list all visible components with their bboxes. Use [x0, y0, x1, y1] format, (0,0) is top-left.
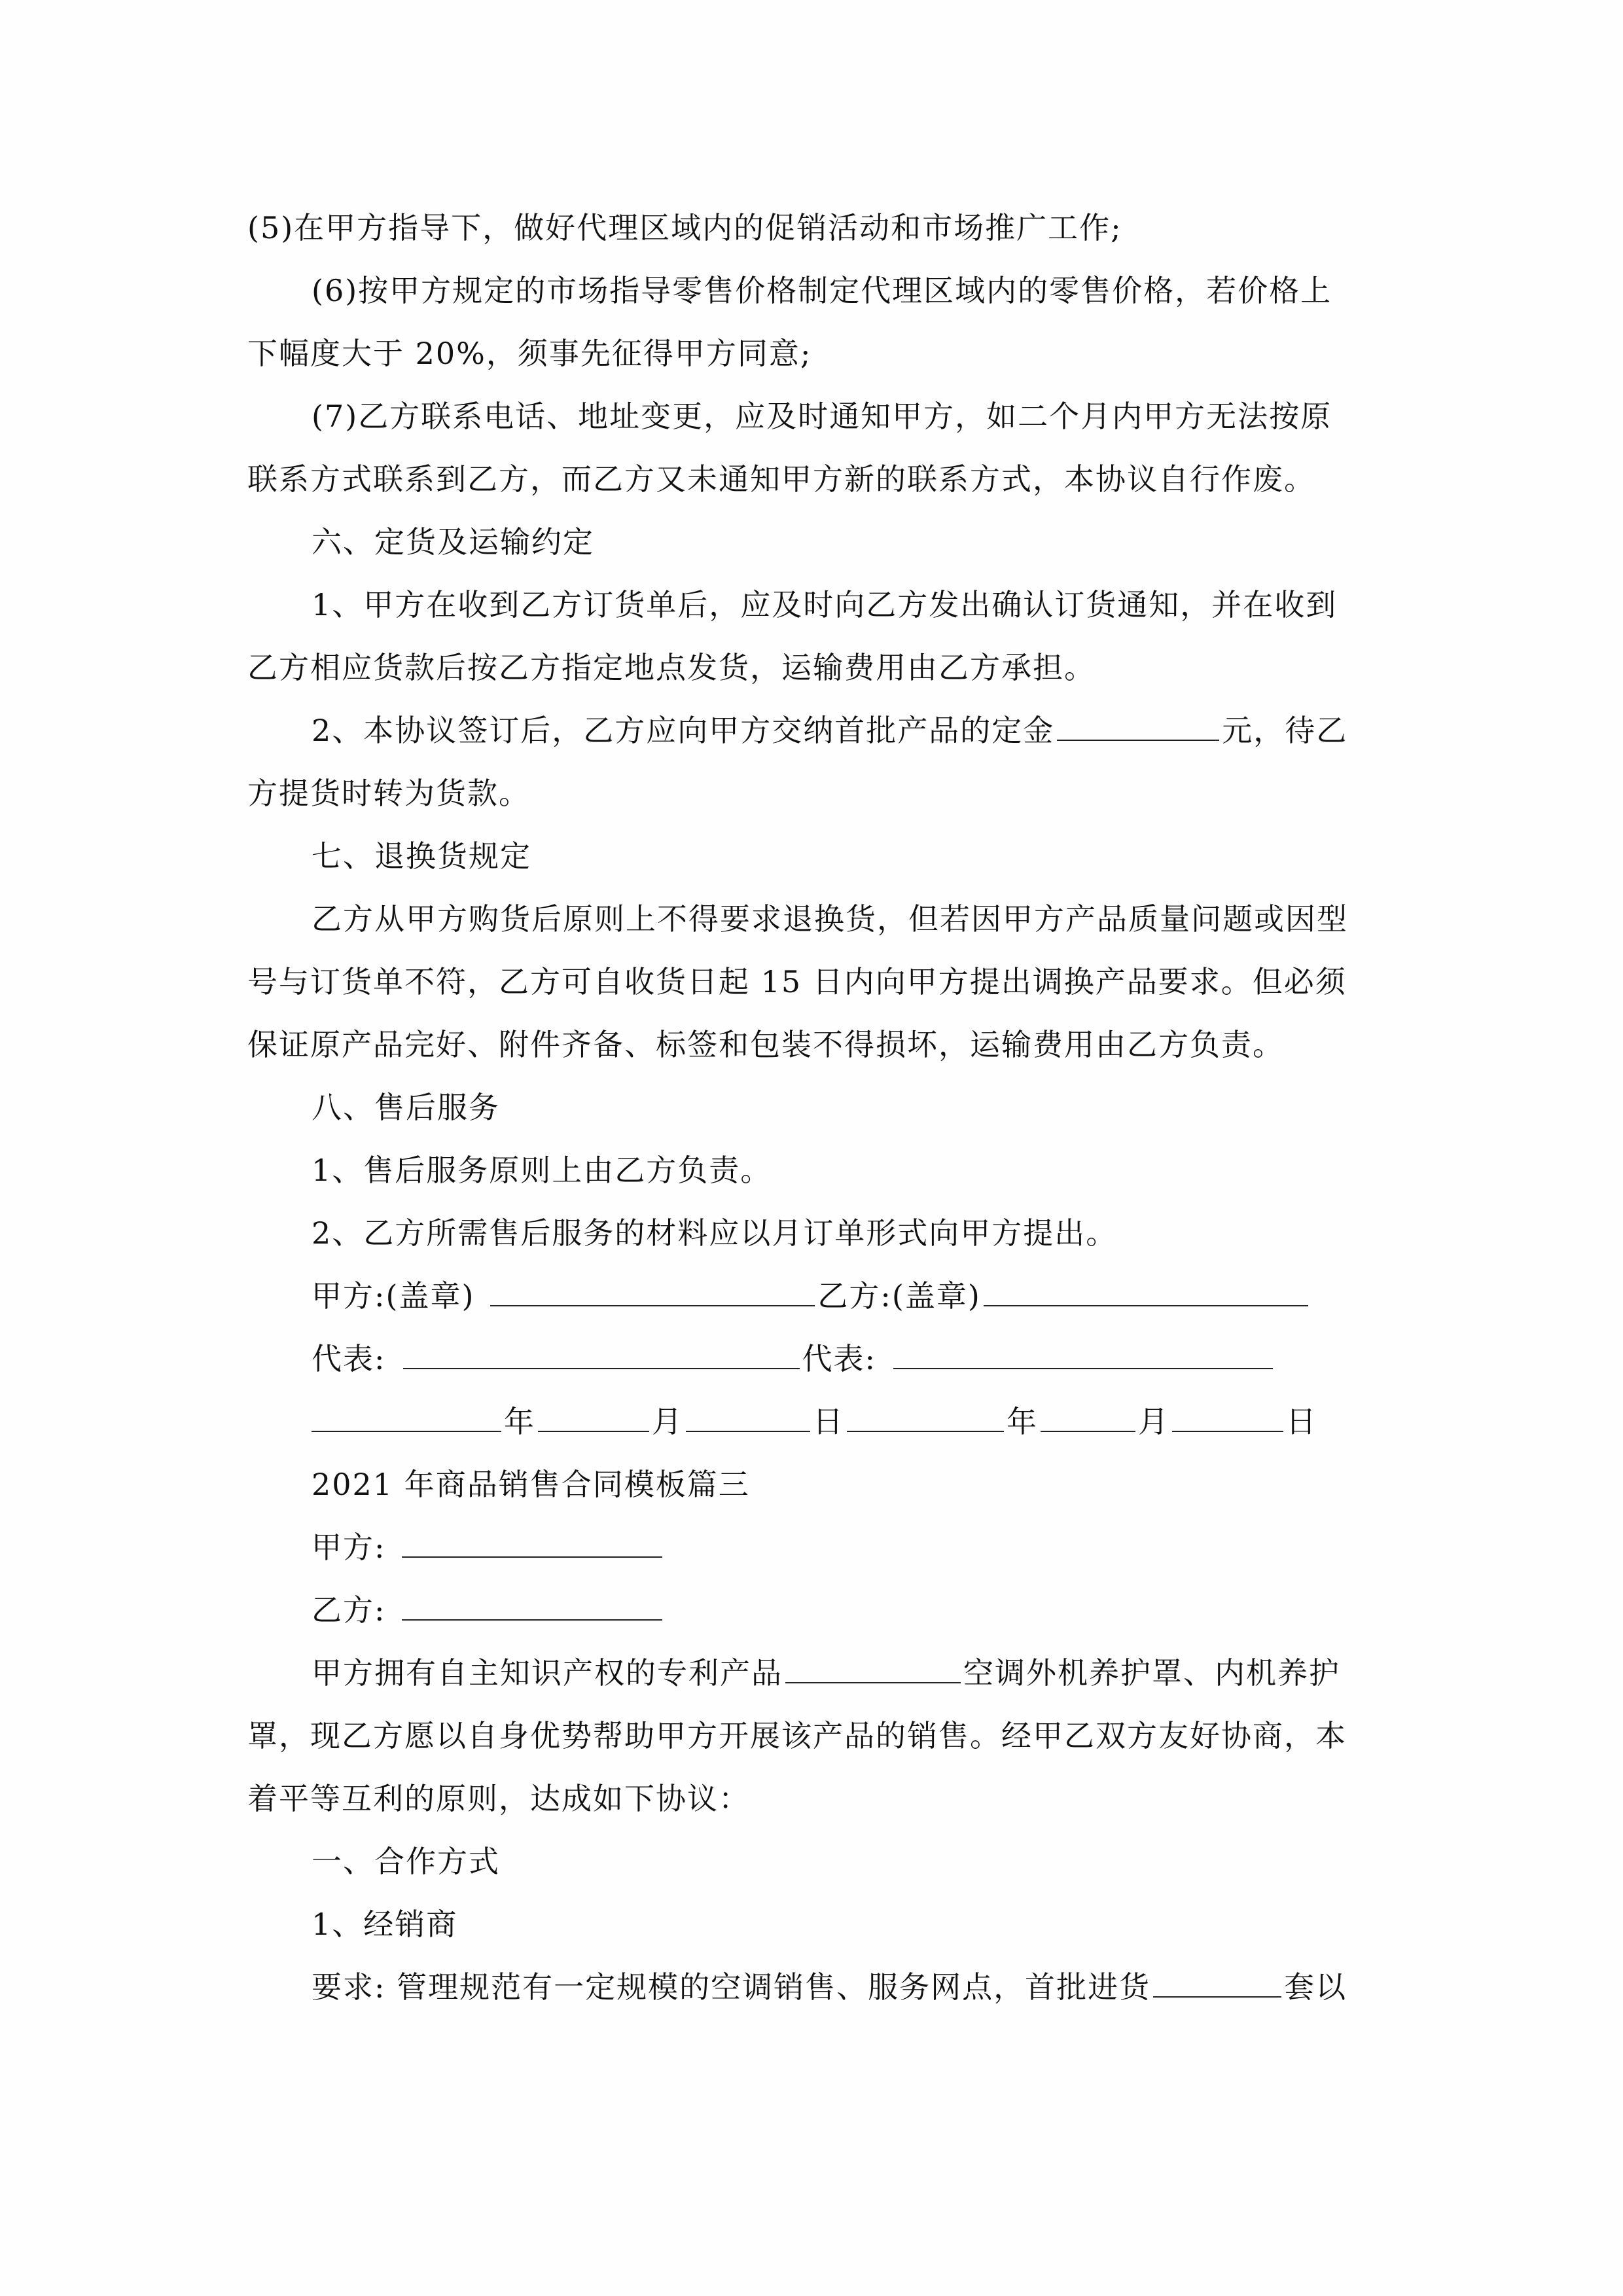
party-a-seal-label: 甲方:(盖章) [312, 1278, 475, 1314]
clause-6-line1: (6)按甲方规定的市场指导零售价格制定代理区域内的零售价格，若价格上 [312, 273, 1332, 308]
party-b-name-blank[interactable] [402, 1590, 662, 1621]
intro-text-before: 甲方拥有自主知识产权的专利产品 [312, 1655, 783, 1691]
contract-3-title: 2021 年商品销售合同模板篇三 [312, 1467, 750, 1502]
intro-line1 [312, 1653, 1444, 1693]
section-1-heading: 一、合作方式 [312, 1844, 500, 1879]
requirement-text-after: 套以 [1284, 1969, 1347, 2005]
product-name-blank[interactable] [785, 1653, 961, 1683]
section-6-item2-line2: 方提货时转为货款。 [247, 776, 530, 811]
section-6-item2-line1 [312, 711, 1444, 750]
party-b-seal-label: 乙方:(盖章) [817, 1278, 981, 1314]
intro-text-after: 空调外机养护罩、内机养护 [963, 1655, 1340, 1691]
deposit-text-before: 2、本协议签订后，乙方应向甲方交纳首批产品的定金 [312, 713, 1055, 748]
section-7-heading: 七、退换货规定 [312, 838, 531, 874]
date-a-month-blank[interactable] [538, 1402, 649, 1432]
section-6-heading: 六、定货及运输约定 [312, 524, 594, 560]
section-6-item1-line1: 1、甲方在收到乙方订货单后，应及时向乙方发出确认订货通知，并在收到 [312, 587, 1338, 622]
clause-5: (5)在甲方指导下，做好代理区域内的促销活动和市场推广工作; [247, 210, 1122, 245]
rep-a-label: 代表: [312, 1341, 386, 1376]
section-7-line1: 乙方从甲方购货后原则上不得要求退换货，但若因甲方产品质量问题或因型 [312, 901, 1348, 937]
party-a-row [312, 1528, 1444, 1567]
date-a-day-label: 日 [813, 1404, 844, 1439]
date-b-year-blank[interactable] [847, 1402, 1004, 1432]
signature-date-row [312, 1402, 1444, 1441]
first-order-quantity-blank[interactable] [1153, 1967, 1281, 1998]
section-7-line2: 号与订货单不符，乙方可自收货日起 15 日内向甲方提出调换产品要求。但必须 [247, 964, 1347, 999]
date-a-day-blank[interactable] [686, 1402, 810, 1432]
date-a-year-label: 年 [504, 1404, 535, 1439]
rep-a-blank[interactable] [403, 1339, 800, 1369]
section-8-item1: 1、售后服务原则上由乙方负责。 [312, 1153, 772, 1188]
date-a-month-label: 月 [652, 1404, 683, 1439]
date-b-day-blank[interactable] [1172, 1402, 1283, 1432]
rep-b-blank[interactable] [893, 1339, 1273, 1369]
date-b-month-blank[interactable] [1041, 1402, 1135, 1432]
deposit-amount-blank[interactable] [1057, 711, 1219, 741]
clause-7-line2: 联系方式联系到乙方，而乙方又未通知甲方新的联系方式，本协议自行作废。 [247, 461, 1315, 497]
party-b-seal-blank[interactable] [984, 1276, 1308, 1306]
party-a-label: 甲方: [312, 1530, 386, 1565]
party-b-row [312, 1590, 1444, 1630]
rep-b-label: 代表: [802, 1341, 876, 1376]
party-a-seal-blank[interactable] [490, 1276, 815, 1306]
date-a-year-blank[interactable] [312, 1402, 501, 1432]
section-8-heading: 八、售后服务 [312, 1090, 500, 1125]
section-6-item1-line2: 乙方相应货款后按乙方指定地点发货，运输费用由乙方承担。 [247, 650, 1096, 685]
section-7-line3: 保证原产品完好、附件齐备、标签和包装不得损坏，运输费用由乙方负责。 [247, 1027, 1284, 1062]
section-8-item2: 2、乙方所需售后服务的材料应以月订单形式向甲方提出。 [312, 1215, 1118, 1251]
deposit-text-after: 元，待乙 [1222, 713, 1348, 748]
date-b-year-label: 年 [1007, 1404, 1038, 1439]
clause-6-line2: 下幅度大于 20%，须事先征得甲方同意; [247, 336, 812, 371]
intro-line3: 着平等互利的原则，达成如下协议： [247, 1781, 750, 1816]
party-b-label: 乙方: [312, 1592, 386, 1628]
party-a-name-blank[interactable] [402, 1528, 662, 1558]
clause-7-line1: (7)乙方联系电话、地址变更，应及时通知甲方，如二个月内甲方无法按原 [312, 399, 1332, 434]
requirement-text-before: 要求: 管理规范有一定规模的空调销售、服务网点，首批进货 [312, 1969, 1151, 2005]
intro-line2: 罩，现乙方愿以自身优势帮助甲方开展该产品的销售。经甲乙双方友好协商，本 [247, 1718, 1347, 1753]
date-b-day-label: 日 [1286, 1404, 1317, 1439]
signature-seal-row [312, 1276, 1444, 1316]
requirement-line [312, 1967, 1444, 2007]
section-1-item1: 1、经销商 [312, 1907, 458, 1942]
signature-rep-row [312, 1339, 1444, 1378]
date-b-month-label: 月 [1138, 1404, 1169, 1439]
